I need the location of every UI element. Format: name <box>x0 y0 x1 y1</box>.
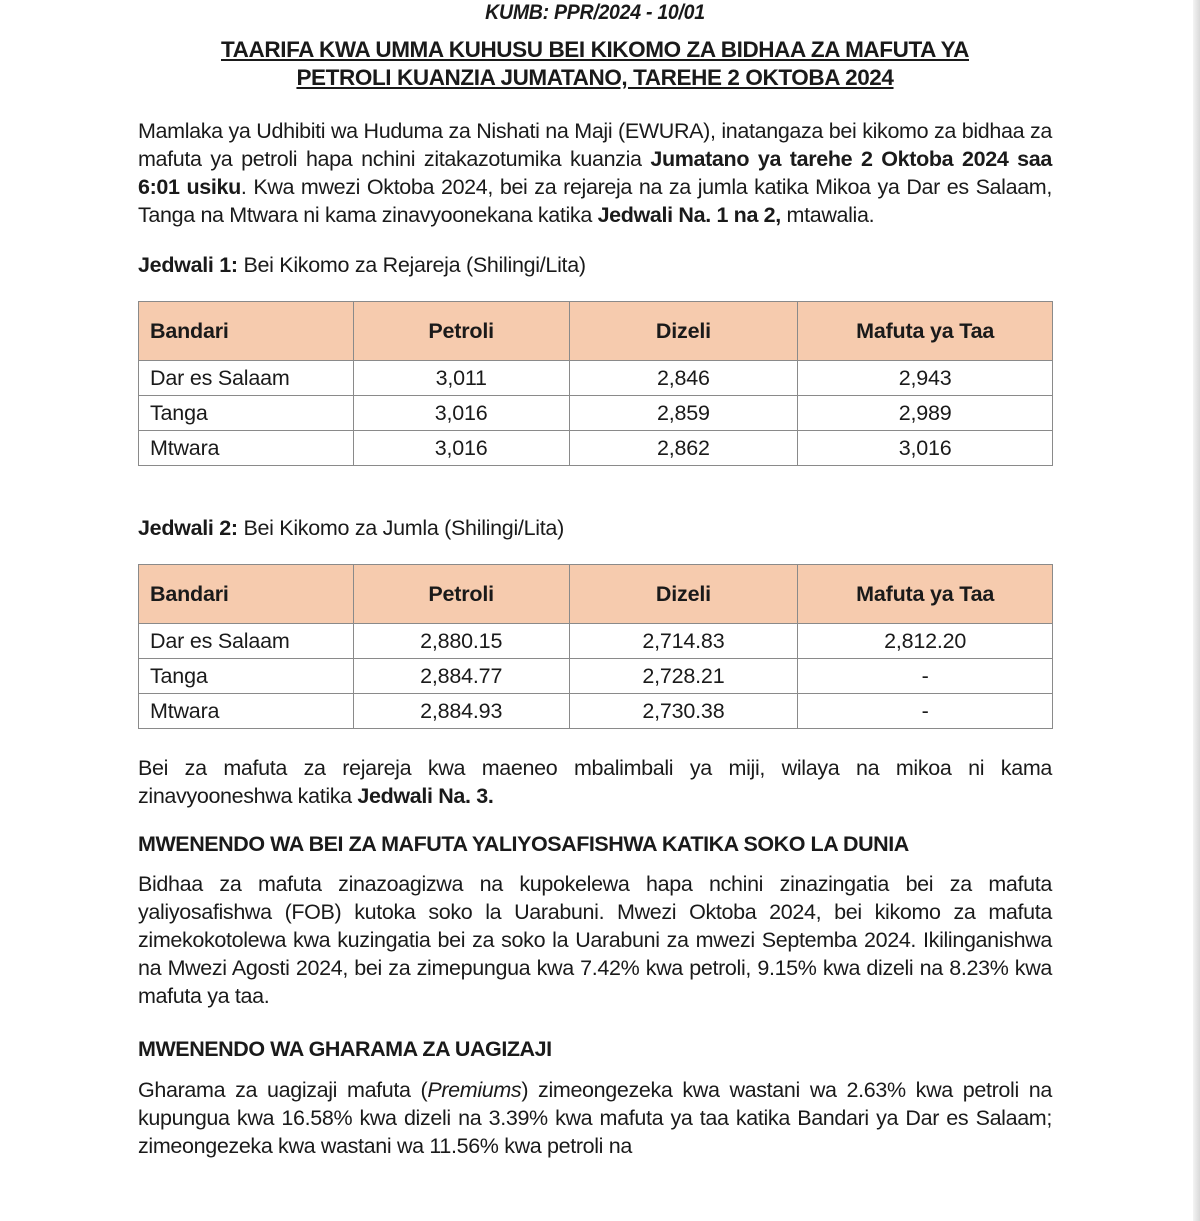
title-line-2: PETROLI KUANZIA JUMATANO, TAREHE 2 OKTOBA 2024 <box>296 65 894 90</box>
port-name: Dar es Salaam <box>139 361 354 396</box>
petroli-price: 2,884.93 <box>353 694 569 729</box>
retail-price-table <box>138 301 1053 466</box>
after-tables-text: Bei za mafuta za rejareja kwa maeneo mbalimbali ya miji, wilaya na mikoa ni kama zinavyooneshwa katika <box>138 756 1052 808</box>
header-dizeli: Dizeli <box>569 565 798 624</box>
section1-paragraph: Bidhaa za mafuta zinazoagizwa na kupokelewa hapa nchini zinazingatia bei za mafuta yaliyosafishwa (FOB) kutoka soko la Uarabuni. Mwezi Oktoba 2024, bei kikomo za mafuta zimekokotolewa kwa kuzingatia bei za soko la Uarabuni za mwezi Septemba 2024. Ikilinganishwa na Mwezi Agosti 2024, bei za zimepungua kwa 7.42% kwa petroli, 9.15% kwa dizeli na 8.23% kwa mafuta ya taa. <box>138 872 1052 1008</box>
reference-number: KUMB: PPR/2024 - 10/01 <box>485 1 705 24</box>
petroli-price: 3,016 <box>353 431 569 466</box>
wholesale-price-table <box>138 564 1053 729</box>
section2-text-1: Gharama za uagizaji mafuta ( <box>138 1078 428 1102</box>
port-name: Tanga <box>139 396 354 431</box>
section2-heading: MWENENDO WA GHARAMA ZA UAGIZAJI <box>138 1037 552 1061</box>
table1-caption-text: Bei Kikomo za Rejareja (Shilingi/Lita) <box>237 253 586 277</box>
table2-caption-label: Jedwali 2: <box>138 516 238 540</box>
port-name: Tanga <box>139 659 354 694</box>
table1-caption <box>138 253 1052 278</box>
intro-text-1: Mamlaka ya Udhibiti wa Huduma za Nishati na Maji (EWURA), inatangaza bei kikomo za bidhaa za mafuta ya petroli hapa nchini zitakazotumika kuanzia <box>138 119 1052 171</box>
mafuta-ya-taa-price: 2,943 <box>798 361 1053 396</box>
table-row <box>139 624 1053 659</box>
dizeli-price: 2,714.83 <box>569 624 798 659</box>
header-dizeli: Dizeli <box>569 302 798 361</box>
petroli-price: 3,011 <box>353 361 569 396</box>
document-page <box>138 0 1052 1160</box>
dizeli-price: 2,862 <box>569 431 798 466</box>
header-petroli: Petroli <box>353 302 569 361</box>
header-mafuta-ya-taa: Mafuta ya Taa <box>798 565 1053 624</box>
table-row <box>139 694 1053 729</box>
after-tables-paragraph <box>138 754 1052 810</box>
intro-table-ref: Jedwali Na. 1 na 2, <box>597 203 781 227</box>
intro-text-3: mtawalia. <box>780 203 875 227</box>
table3-ref: Jedwali Na. 3. <box>357 784 494 808</box>
petroli-price: 3,016 <box>353 396 569 431</box>
table2-caption <box>138 516 1052 541</box>
mafuta-ya-taa-price: 2,989 <box>798 396 1053 431</box>
header-bandari: Bandari <box>139 565 354 624</box>
section1-heading: MWENENDO WA BEI ZA MAFUTA YALIYOSAFISHWA KATIKA SOKO LA DUNIA <box>138 832 909 856</box>
header-mafuta-ya-taa: Mafuta ya Taa <box>798 302 1053 361</box>
table1-caption-label: Jedwali 1: <box>138 253 238 277</box>
dizeli-price: 2,859 <box>569 396 798 431</box>
dizeli-price: 2,728.21 <box>569 659 798 694</box>
mafuta-ya-taa-price: 3,016 <box>798 431 1053 466</box>
petroli-price: 2,884.77 <box>353 659 569 694</box>
premiums-term: Premiums <box>427 1078 522 1102</box>
title-line-1: TAARIFA KWA UMMA KUHUSU BEI KIKOMO ZA BIDHAA ZA MAFUTA YA <box>221 37 969 62</box>
table-row <box>139 361 1053 396</box>
table-row <box>139 659 1053 694</box>
header-bandari: Bandari <box>139 302 354 361</box>
page-edge <box>1193 0 1200 1221</box>
table2-caption-text: Bei Kikomo za Jumla (Shilingi/Lita) <box>237 516 564 540</box>
table-row <box>139 396 1053 431</box>
section2-paragraph <box>138 1076 1052 1160</box>
intro-paragraph <box>138 117 1052 229</box>
header-petroli: Petroli <box>353 565 569 624</box>
mafuta-ya-taa-price: 2,812.20 <box>798 624 1053 659</box>
petroli-price: 2,880.15 <box>353 624 569 659</box>
intro-effective-date: Jumatano ya tarehe 2 Oktoba 2024 saa 6:01 usiku <box>138 147 1052 199</box>
port-name: Mtwara <box>139 431 354 466</box>
document-title <box>138 36 1052 92</box>
intro-text-2: . Kwa mwezi Oktoba 2024, bei za rejareja na za jumla katika Mikoa ya Dar es Salaam, Tanga na Mtwara ni kama zinavyoonekana katika <box>138 175 1052 227</box>
dizeli-price: 2,730.38 <box>569 694 798 729</box>
mafuta-ya-taa-price: - <box>798 659 1053 694</box>
dizeli-price: 2,846 <box>569 361 798 396</box>
mafuta-ya-taa-price: - <box>798 694 1053 729</box>
section2-text-2: ) zimeongezeka kwa wastani wa 2.63% kwa petroli na kupungua kwa 16.58% kwa dizeli na 3.39% kwa mafuta ya taa katika Bandari ya Dar es Salaam; zimeongezeka kwa wastani wa 11.56% kwa petroli na <box>138 1078 1052 1158</box>
port-name: Mtwara <box>139 694 354 729</box>
port-name: Dar es Salaam <box>139 624 354 659</box>
table-row <box>139 431 1053 466</box>
table-header-row <box>139 302 1053 361</box>
table-header-row <box>139 565 1053 624</box>
